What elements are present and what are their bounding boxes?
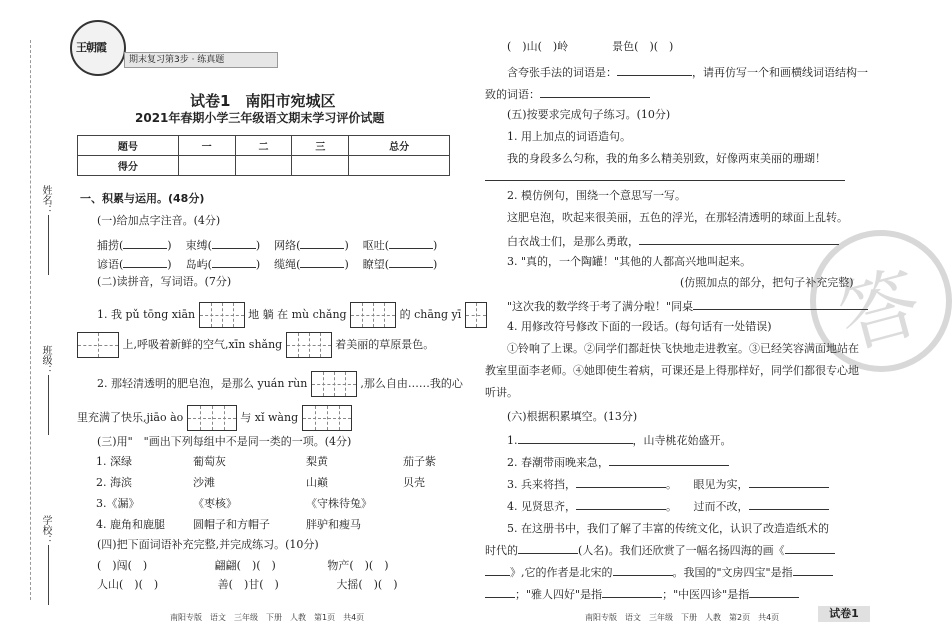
answer-blank[interactable] (518, 542, 578, 554)
score-header-3: 三 (292, 136, 349, 156)
answer-blank[interactable] (123, 237, 167, 249)
r-line-9: 白衣战士们，是那么勇敢， (507, 233, 839, 249)
stamp-glyph: 答 (829, 254, 931, 366)
r-line-2: 含夸张手法的词语是： ，请再仿写一个和画横线词语结构一 (507, 66, 868, 79)
school-label: 学校： (40, 515, 51, 545)
answer-blank[interactable] (123, 256, 167, 268)
q3-options (96, 455, 441, 539)
answer-blank[interactable] (518, 432, 633, 444)
writing-grid[interactable] (187, 405, 237, 431)
r-line-13: 4. 用修改符号修改下面的一段话。(每句话有一处错误) (507, 320, 772, 333)
q4-row-2: 人山( )( ) 善( )甘( ) 大摇( )( ) (97, 578, 398, 591)
score-header-2: 二 (235, 136, 292, 156)
pinyin-line-2: 上,呼吸着新鲜的空气,xīn shǎng 着美丽的草原景色。 (77, 332, 434, 358)
name-label: 姓名： (40, 185, 51, 215)
score-cell-2[interactable] (235, 156, 292, 176)
answer-blank[interactable] (639, 233, 839, 245)
writing-grid[interactable] (311, 371, 357, 397)
writing-grid[interactable] (199, 302, 245, 328)
writing-grid[interactable] (77, 332, 119, 358)
q1-row-2: 谚语( ) 岛屿( ) 缆绳( ) 瞭望( ) (97, 258, 438, 271)
answer-blank[interactable] (212, 237, 256, 249)
r-line-24: 》,它的作者是北宋的 。我国的"文房四宝"是指 (485, 564, 833, 580)
r-line-3: 致的词语： (485, 86, 650, 102)
writing-grid[interactable] (302, 405, 352, 431)
answer-blank[interactable] (617, 64, 692, 76)
paper-title: 试卷1 南阳市宛城区 (190, 92, 336, 110)
q1-heading: (一)给加点字注音。(4分) (97, 214, 221, 227)
q3-row: 4. 鹿角和鹿腿 圆帽子和方帽子 胖驴和瘦马 (96, 518, 361, 531)
q1-row-1: 捕捞( ) 束缚( ) 网络( ) 呕吐( ) (97, 239, 438, 252)
r-line-16: 听讲。 (485, 386, 518, 399)
score-table (77, 135, 450, 176)
score-cell-1[interactable] (178, 156, 235, 176)
score-header-total: 总分 (349, 136, 450, 156)
section-1-heading: 一、积累与运用。(48分) (80, 192, 205, 205)
pinyin-line-1: 1. 我 pǔ tōng xiān 地 躺 在 mù chǎng 的 chāng yī (97, 302, 487, 328)
r-line-5: 1. 用上加点的词语造句。 (507, 130, 631, 143)
answer-blank[interactable] (540, 86, 650, 98)
paper-subtitle: 2021年春期小学三年级语文期末学习评价试题 (135, 111, 385, 125)
answer-blank[interactable] (485, 586, 515, 598)
r-line-22: 5. 在这册书中，我们了解了丰富的传统文化，认识了改造造纸术的 (507, 522, 829, 535)
answer-blank[interactable] (749, 498, 829, 510)
answer-blank[interactable] (300, 237, 344, 249)
r-line-15: 教室里面李老师。④她即使生着病，可课还是上得那样好，同学们都很专心地 (485, 364, 859, 377)
r-line-1: ( )山( )岭 景色( )( ) (507, 40, 674, 53)
r-line-7: 2. 模仿例句，围绕一个意思写一写。 (507, 189, 686, 202)
q3-heading: (三)用" "画出下列每组中不是同一类的一项。(4分) (97, 435, 352, 448)
score-cell-total[interactable] (349, 156, 450, 176)
score-header-label: 题号 (78, 136, 179, 156)
r-line-14: ①铃响了上课。②同学们都赶快飞快地走进教室。③已经笑容满面地站在 (507, 342, 859, 355)
writing-grid[interactable] (350, 302, 396, 328)
paper-tag: 试卷1 (818, 606, 870, 622)
r-line-18: 1. ，山寺桃花始盛开。 (507, 434, 732, 447)
q4-heading: (四)把下面词语补充完整,并完成练习。(10分) (97, 538, 319, 551)
brand-logo (70, 20, 126, 76)
answer-line[interactable] (485, 180, 845, 181)
answer-blank[interactable] (613, 564, 673, 576)
r-line-20: 3. 兵来将挡， 。 眼见为实， (507, 476, 829, 492)
right-footer: 南阳专版 语文 三年级 下册 人教 第2页 共4页 (585, 613, 780, 622)
answer-blank[interactable] (389, 256, 433, 268)
q6-heading: (六)根据积累填空。(13分) (507, 410, 638, 423)
r-line-19: 2. 春潮带雨晚来急， (507, 454, 729, 470)
score-header-1: 一 (178, 136, 235, 156)
answer-blank[interactable] (609, 454, 729, 466)
answer-blank[interactable] (793, 564, 833, 576)
pinyin-line-3: 2. 那轻清透明的肥皂泡，是那么 yuán rùn ,那么自由……我的心 (97, 371, 463, 397)
score-cell-3[interactable] (292, 156, 349, 176)
q3-row: 2. 海滨 沙滩 山巅 贝壳 (96, 476, 425, 489)
r-line-21: 4. 见贤思齐， 。 过而不改， (507, 498, 829, 514)
pinyin-line-4: 里充满了快乐,jiāo ào 与 xǐ wàng (77, 405, 352, 431)
answer-blank[interactable] (576, 498, 666, 510)
q3-row: 1. 深绿 葡萄灰 梨黄 茄子紫 (96, 455, 436, 468)
left-footer: 南阳专版 语文 三年级 下册 人教 第1页 共4页 (170, 613, 365, 622)
r-line-23: 时代的 (人名)。我们还欣赏了一幅名扬四海的画《 (485, 542, 835, 558)
answer-blank[interactable] (485, 564, 510, 576)
q2-heading: (二)读拼音，写词语。(7分) (97, 275, 232, 288)
writing-grid[interactable] (465, 302, 487, 328)
answer-blank[interactable] (300, 256, 344, 268)
logo-text: 王朝霞 (76, 41, 106, 54)
answer-blank[interactable] (576, 476, 666, 488)
r-line-12: "这次我的数学终于考了满分啦！"同桌 (507, 298, 868, 314)
answer-blank[interactable] (389, 237, 433, 249)
answer-blank[interactable] (785, 542, 835, 554)
r-line-8: 这肥皂泡，吹起来很美丽，五色的浮光，在那轻清透明的球面上乱转。 (507, 211, 848, 224)
r-line-6: 我的身段多么匀称，我的角多么精美别致，好像两束美丽的珊瑚！ (507, 152, 826, 165)
q5-heading: (五)按要求完成句子练习。(10分) (507, 108, 671, 121)
binding-line (30, 40, 31, 600)
r-line-25: ；"雅人四好"是指 ；"中医四诊"是指 (485, 586, 799, 602)
header-banner: 期末复习第3步 · 练真题 (124, 52, 278, 68)
answer-blank[interactable] (749, 476, 829, 488)
r-line-10: 3. "真的，一个陶罐！"其他的人都高兴地叫起来。 (507, 255, 752, 268)
answer-blank[interactable] (749, 586, 799, 598)
score-row-label: 得分 (78, 156, 179, 176)
r-line-11: (仿照加点的部分，把句子补充完整) (680, 276, 854, 289)
class-label: 班级： (40, 345, 51, 375)
binding-margin (0, 0, 56, 637)
writing-grid[interactable] (286, 332, 332, 358)
answer-blank[interactable] (693, 298, 868, 310)
q3-row: 3.《漏》 《枣核》 《守株待兔》 (96, 497, 372, 510)
answer-blank[interactable] (212, 256, 256, 268)
q4-row-1: ( )闯( ) 翩翩( )( ) 物产( )( ) (97, 559, 389, 572)
answer-blank[interactable] (602, 586, 662, 598)
